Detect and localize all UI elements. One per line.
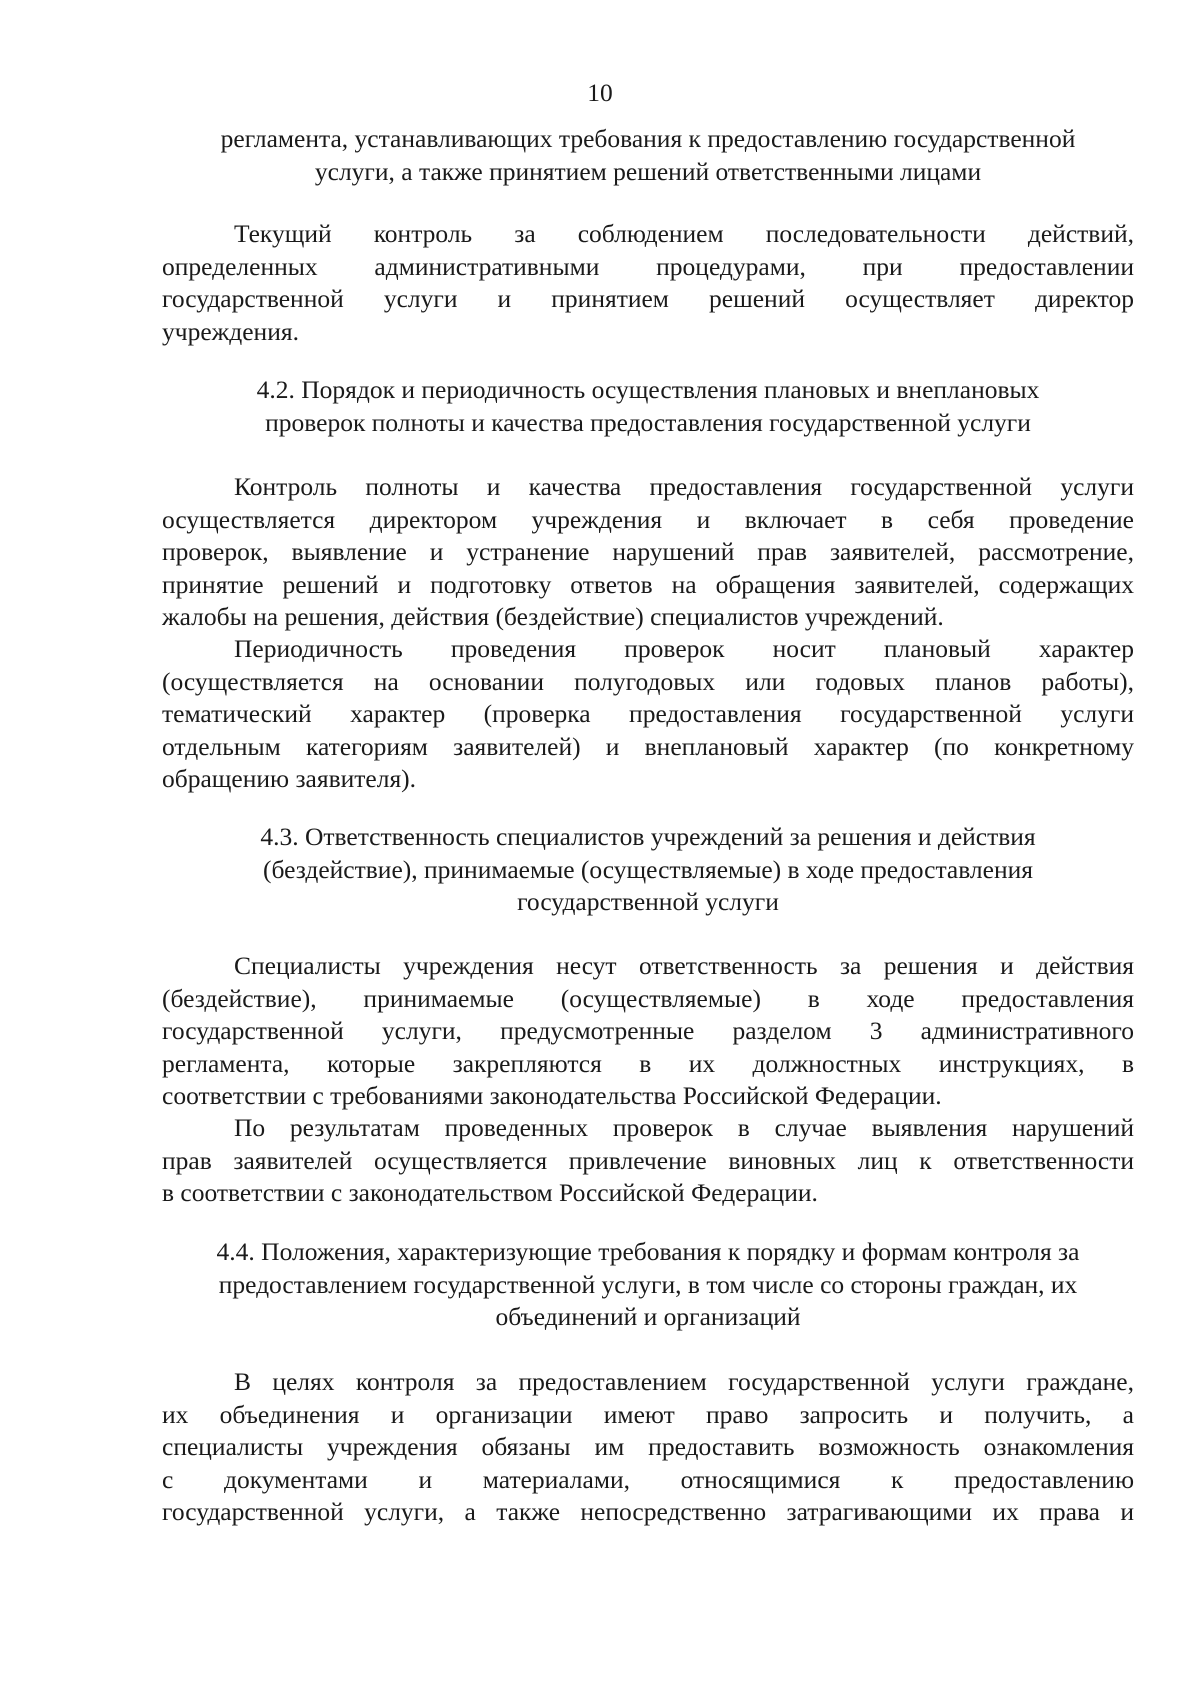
paragraph-line: принятие решений и подготовку ответов на обращения заявителей, содержащих [162, 569, 1134, 599]
paragraph-line: Периодичность проведения проверок носит плановый характер [234, 634, 1134, 663]
paragraph-line: специалисты учреждения обязаны им предоставить возможность ознакомления [162, 1432, 1134, 1461]
heading-line: (бездействие), принимаемые (осуществляемые) в ходе предоставления [263, 854, 1033, 884]
section-heading-4-1-tail [162, 123, 1134, 188]
paragraph-line: обращению заявителя). [162, 764, 417, 793]
heading-line: государственной услуги [517, 887, 779, 916]
paragraph-line: государственной услуги, а также непосредственно затрагивающими их права и [162, 1497, 1134, 1526]
paragraph-periodicity [162, 633, 1134, 796]
paragraph-line: их объединения и организации имеют право запросить и получить, а [162, 1399, 1134, 1429]
paragraph-citizen-control [162, 1366, 1134, 1529]
paragraph-line: государственной услуги, предусмотренные разделом 3 административного [162, 1016, 1134, 1045]
paragraph-control-completeness [162, 471, 1134, 634]
paragraph-line: прав заявителей осуществляется привлечение виновных лиц к ответственности [162, 1145, 1134, 1175]
heading-line: услуги, а также принятием решений ответственными лицами [314, 156, 982, 186]
paragraph-line: с документами и материалами, относящимися к предоставлению [162, 1464, 1134, 1494]
page-number: 10 [587, 78, 613, 107]
paragraph-responsibility [162, 950, 1134, 1113]
paragraph-line: государственной услуги и принятием решений осуществляет директор [162, 284, 1134, 313]
paragraph-line: в соответствии с законодательством Российской Федерации. [162, 1178, 818, 1207]
heading-line: регламента, устанавливающих требования к предоставлению государственной [220, 124, 1076, 153]
paragraph-line: (осуществляется на основании полугодовых или годовых планов работы), [162, 666, 1134, 696]
heading-line: объединений и организаций [495, 1302, 801, 1331]
paragraph-line: (бездействие), принимаемые (осуществляемые) в ходе предоставления [162, 983, 1134, 1013]
heading-line: проверок полноты и качества предоставления государственной услуги [265, 407, 1031, 437]
paragraph-line: отдельным категориям заявителей) и внеплановый характер (по конкретному [162, 731, 1134, 761]
paragraph-line: Контроль полноты и качества предоставления государственной услуги [234, 472, 1134, 501]
paragraph-line: По результатам проведенных проверок в случае выявления нарушений [234, 1113, 1134, 1142]
paragraph-line: соответствии с требованиями законодательства Российской Федерации. [162, 1081, 942, 1110]
paragraph-line: осуществляется директором учреждения и включает в себя проведение [162, 504, 1134, 534]
paragraph-line: Специалисты учреждения несут ответственность за решения и действия [234, 951, 1134, 980]
section-heading-4-4 [162, 1236, 1134, 1334]
paragraph-line: регламента, которые закрепляются в их должностных инструкциях, в [162, 1048, 1134, 1078]
heading-line: предоставлением государственной услуги, в том числе со стороны граждан, их [218, 1269, 1078, 1299]
paragraph-inspection-results [162, 1112, 1134, 1210]
heading-line: 4.3. Ответственность специалистов учреждений за решения и действия [260, 822, 1036, 851]
paragraph-line: В целях контроля за предоставлением государственной услуги граждане, [234, 1367, 1134, 1396]
paragraph-line: Текущий контроль за соблюдением последовательности действий, [234, 219, 1134, 248]
heading-line: 4.4. Положения, характеризующие требования к порядку и формам контроля за [216, 1237, 1080, 1266]
paragraph-line: жалобы на решения, действия (бездействие) специалистов учреждений. [162, 602, 944, 631]
paragraph-line: определенных административными процедурами, при предоставлении [162, 251, 1134, 281]
paragraph-line: тематический характер (проверка предоставления государственной услуги [162, 699, 1134, 728]
section-heading-4-2 [162, 374, 1134, 439]
heading-line: 4.2. Порядок и периодичность осуществления плановых и внеплановых [256, 375, 1040, 404]
paragraph-line: учреждения. [162, 316, 299, 346]
paragraph-current-control [162, 218, 1134, 348]
paragraph-line: проверок, выявление и устранение нарушений прав заявителей, рассмотрение, [162, 537, 1134, 566]
section-heading-4-3 [162, 821, 1134, 919]
